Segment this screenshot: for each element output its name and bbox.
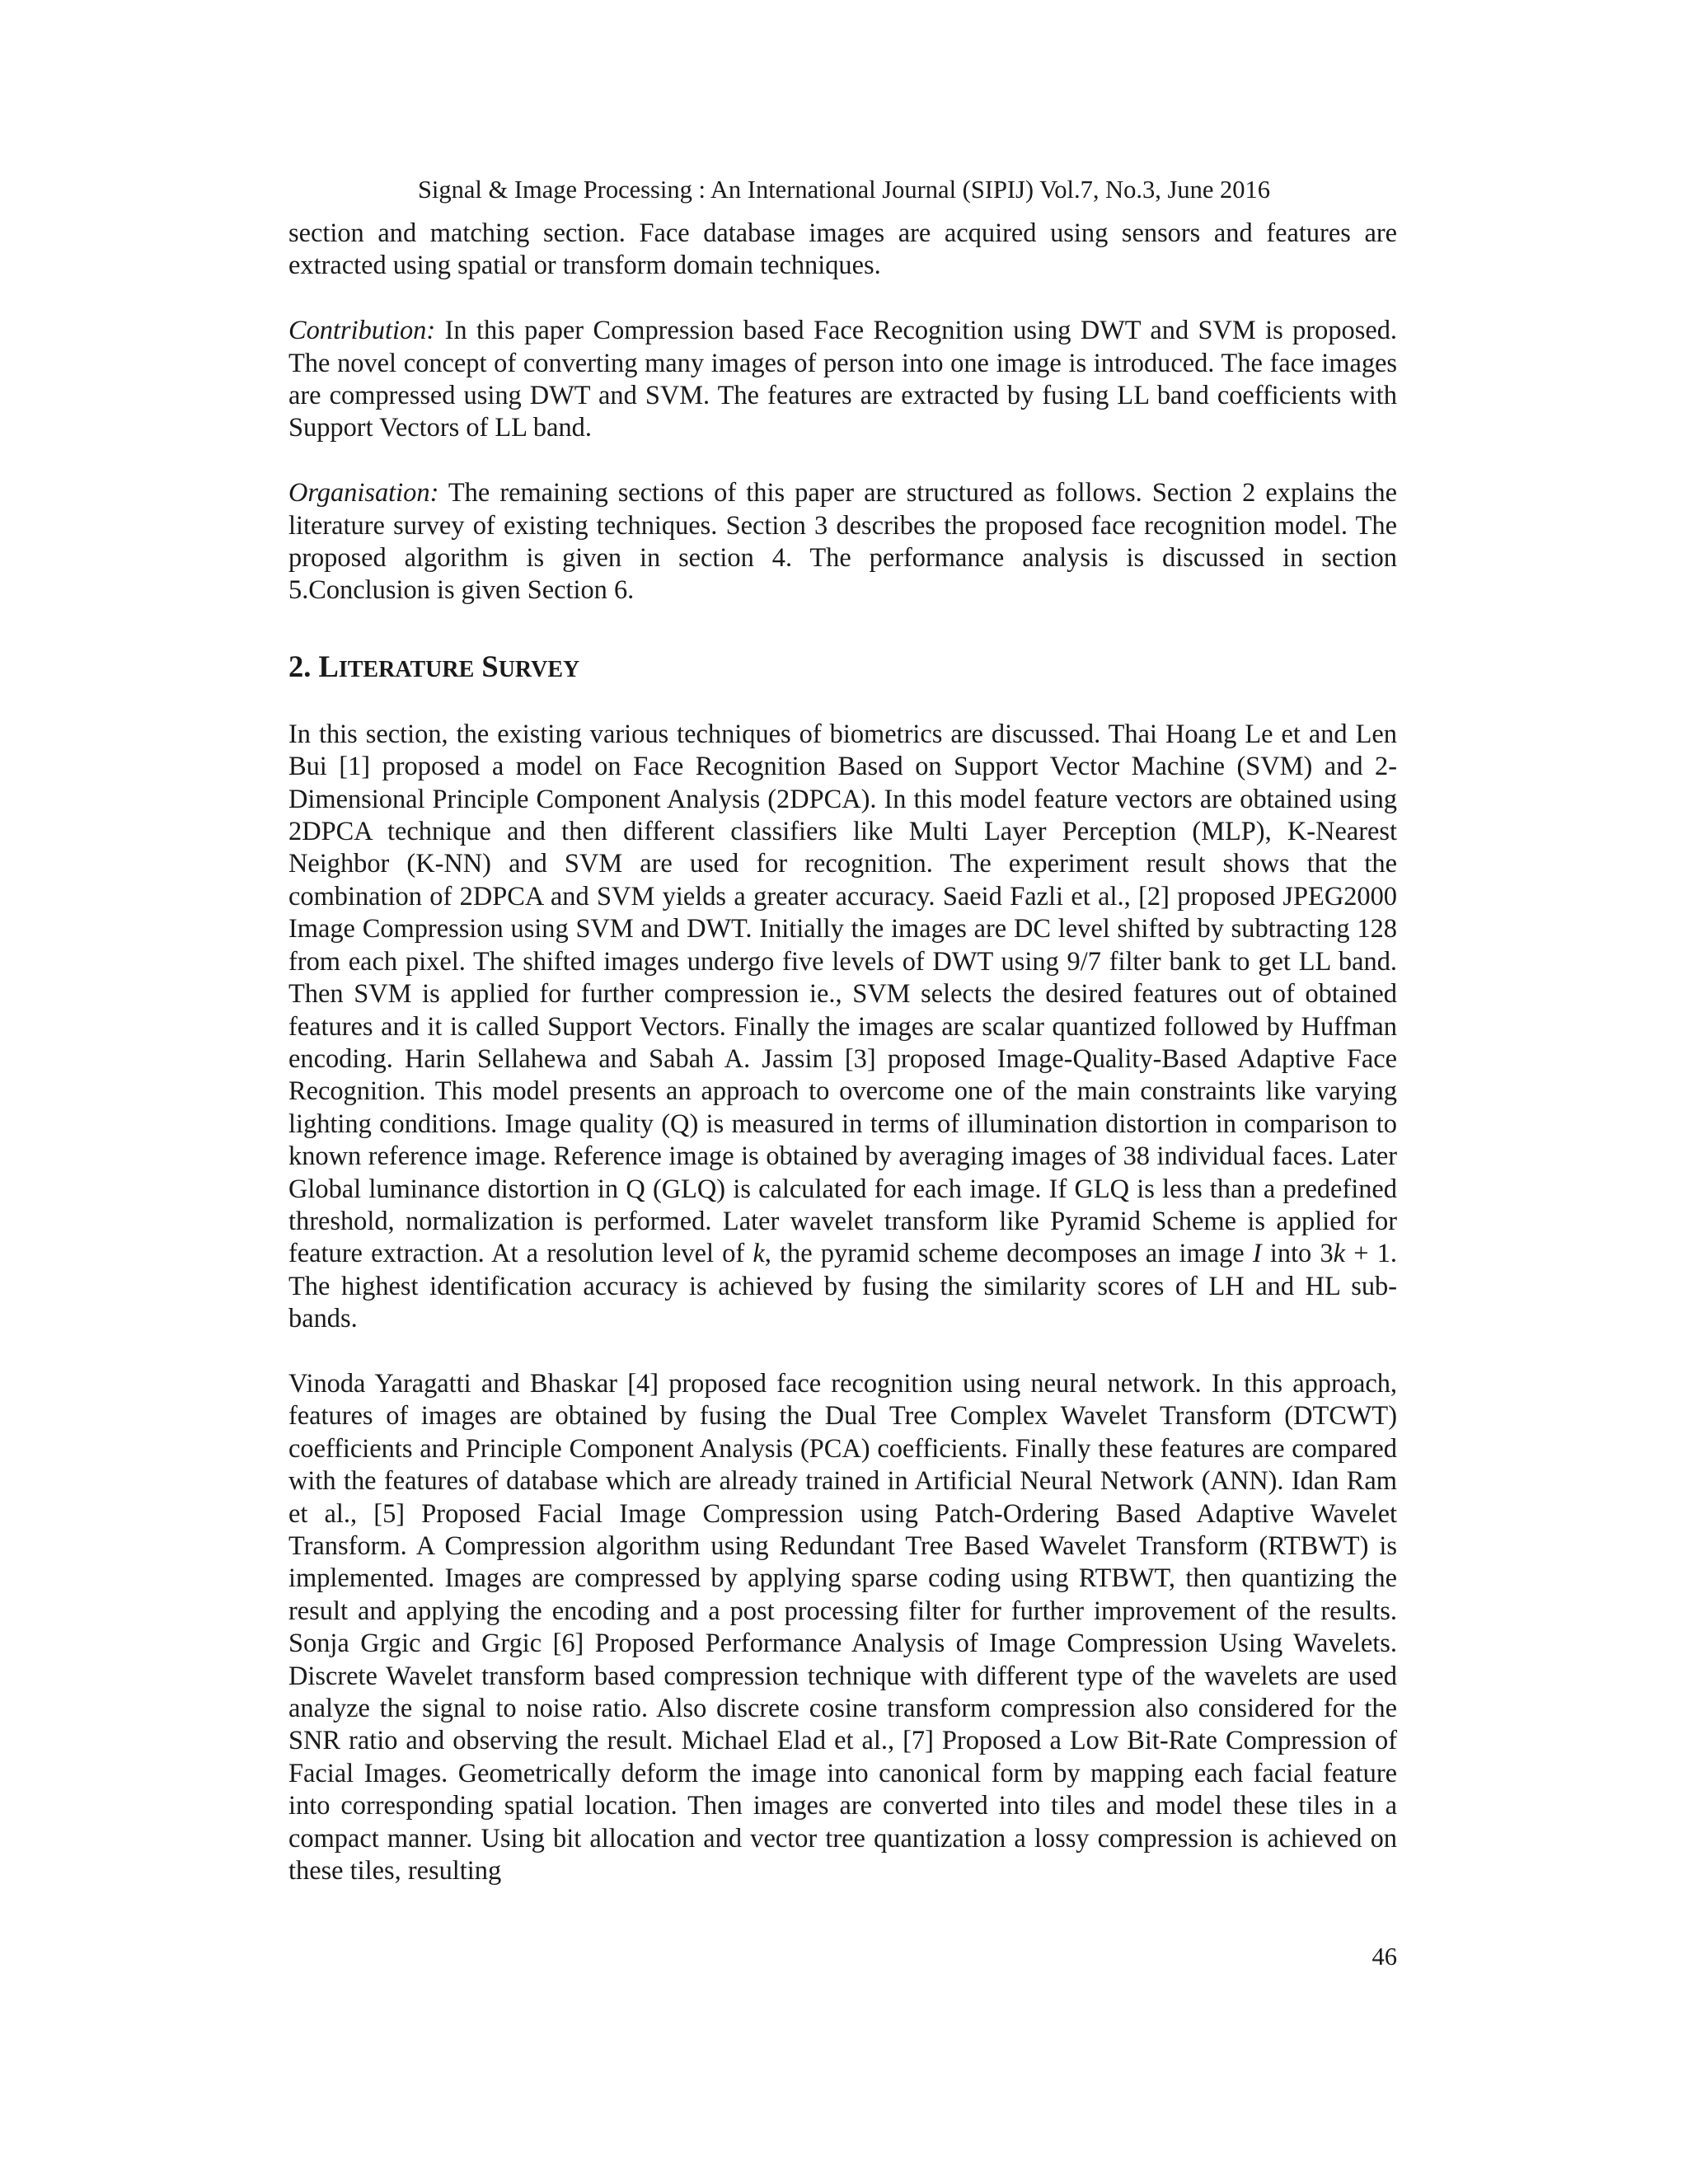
lit-p1-part4: + 1. The highest identification accuracy is achieved by fusing the similarity scores of LH and HL sub-bands. [288, 1239, 1398, 1334]
heading-word2-initial: S [481, 649, 499, 683]
lit-p1-part1: In this section, the existing various techniques of biometrics are discussed. Thai Hoang Le et and Len Bui [1] proposed a model on Face Recognition Based on Support Vector Machine (SVM) and 2-Dimensional Principle Component Analysis (2DPCA). In this model feature vectors are obtained using 2DPCA technique and then different classifiers like Multi Layer Perception (MLP), K-Nearest Neighbor (K-NN) and SVM are used for recognition. The experiment result shows that the combination of 2DPCA and SVM yields a greater accuracy. Saeid Fazli et al., [2] proposed JPEG2000 Image Compression using SVM and DWT. Initially the images are DC level shifted by subtracting 128 from each pixel. The shifted images undergo five levels of DWT using 9/7 filter bank to get LL band. Then SVM is applied for further compression ie., SVM selects the desired features out of obtained features and it is called Support Vectors. Finally the images are scalar quantized followed by Huffman encoding. Harin Sellahewa and Sabah A. Jassim [3] proposed Image-Quality-Based Adaptive Face Recognition. This model presents an approach to overcome one of the main constraints like varying lighting conditions. Image quality (Q) is measured in terms of illumination distortion in comparison to known reference image. Reference image is obtained by averaging images of 38 individual faces. Later Global luminance distortion in Q (GLQ) is calculated for each image. If GLQ is less than a predefined threshold, normalization is performed. Later wavelet transform like Pyramid Scheme is applied for feature extraction. At a resolution level of [288, 719, 1397, 1269]
page-content [288, 218, 1397, 1887]
literature-paragraph-1 [288, 719, 1397, 1336]
heading-word1-initial: L [318, 649, 339, 683]
section-heading-literature-survey [288, 649, 1397, 688]
var-k2: k [1333, 1239, 1346, 1269]
literature-paragraph-2: Vinoda Yaragatti and Bhaskar [4] proposed face recognition using neural network. In this approach, features of images are obtained by fusing the Dual Tree Complex Wavelet Transform (DTCWT) coefficients and Principle Component Analysis (PCA) coefficients. Finally these features are compared with the features of database which are already trained in Artificial Neural Network (ANN). Idan Ram et al., [5] Proposed Facial Image Compression using Patch-Ordering Based Adaptive Wavelet Transform. A Compression algorithm using Redundant Tree Based Wavelet Transform (RTBWT) is implemented. Images are compressed by applying sparse coding using RTBWT, then quantizing the result and applying the encoding and a post processing filter for further improvement of the results. Sonja Grgic and Grgic [6] Proposed Performance Analysis of Image Compression Using Wavelets. Discrete Wavelet transform based compression technique with different type of the wavelets are used analyze the signal to noise ratio. Also discrete cosine transform compression also considered for the SNR ratio and observing the result. Michael Elad et al., [7] Proposed a Low Bit-Rate Compression of Facial Images. Geometrically deform the image into canonical form by mapping each facial feature into corresponding spatial location. Then images are converted into tiles and model these tiles in a compact manner. Using bit allocation and vector tree quantization a lossy compression is achieved on these tiles, resulting [288, 1368, 1397, 1886]
lit-p1-part2: , the pyramid scheme decomposes an image [764, 1239, 1253, 1269]
heading-word1-rest: ITERATURE [338, 656, 475, 682]
lit-p1-part3: into 3 [1261, 1239, 1334, 1269]
contribution-text: In this paper Compression based Face Recognition using DWT and SVM is proposed. The novel concept of converting many images of person into one image is introduced. The face images are compressed using DWT and SVM. The features are extracted by fusing LL band coefficients with Support Vectors of LL band. [288, 316, 1397, 443]
page-number: 46 [1372, 1943, 1397, 1971]
heading-word2-rest: URVEY [498, 656, 580, 682]
organisation-text: The remaining sections of this paper are structured as follows. Section 2 explains the literature survey of existing techniques. Section 3 describes the proposed face recognition model. The proposed algorithm is given in section 4. The performance analysis is discussed in section 5.Conclusion is given Section 6. [288, 478, 1397, 606]
contribution-paragraph [288, 315, 1397, 445]
organisation-label: Organisation: [288, 478, 439, 509]
contribution-label: Contribution: [288, 316, 436, 346]
var-k: k [753, 1239, 765, 1269]
section-number: 2. [288, 649, 319, 683]
intro-continuation-paragraph: section and matching section. Face database images are acquired using sensors and features are extracted using spatial or transform domain techniques. [288, 218, 1397, 281]
running-header: Signal & Image Processing : An International Journal (SIPIJ) Vol.7, No.3, June 2016 [417, 176, 1271, 204]
organisation-paragraph [288, 477, 1397, 607]
var-I: I [1252, 1239, 1262, 1269]
